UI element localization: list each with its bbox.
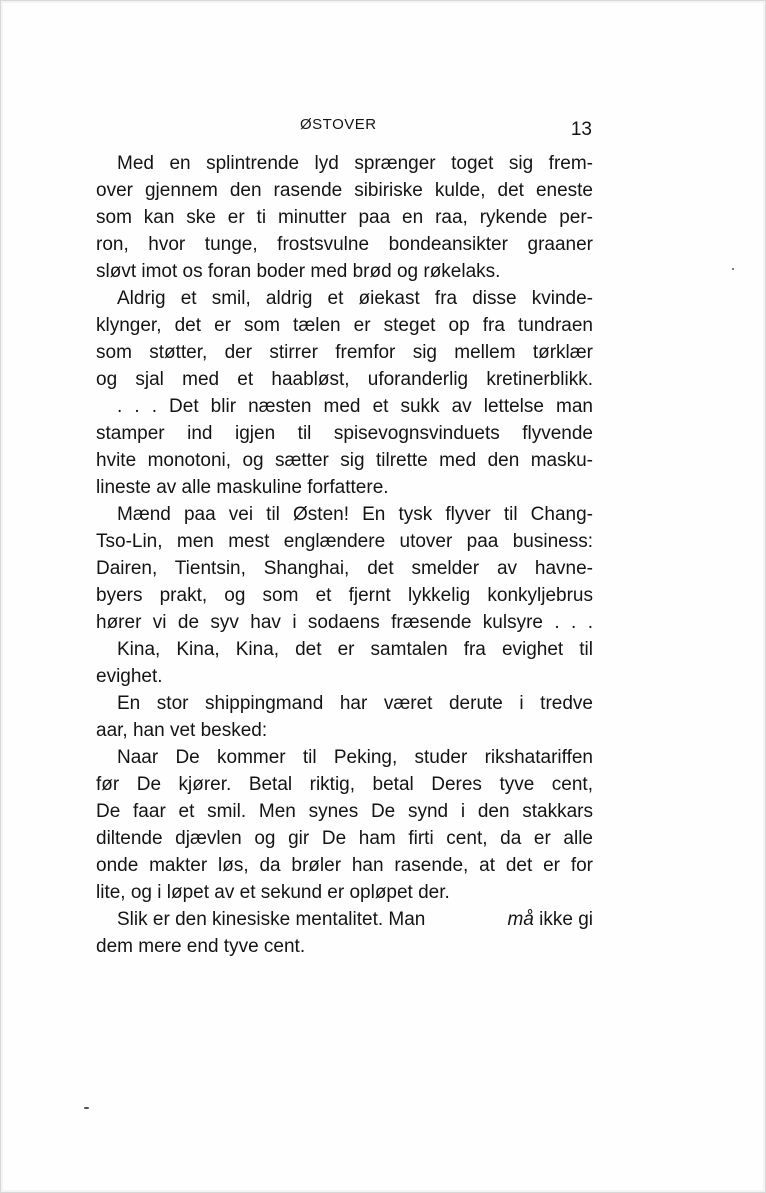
text-line: onde makter løs, da brøler han rasende, at det er for (96, 855, 593, 876)
text-line: stamper ind igjen til spisevognsvinduets flyvende (96, 423, 593, 444)
text-line: lite, og i løpet av et sekund er opløpet der. (96, 882, 450, 903)
text-line: Mænd paa vei til Østen! En tysk flyver til Chang‑ (117, 504, 593, 525)
text-line: Kina, Kina, Kina, det er samtalen fra evighet til (117, 639, 593, 660)
text-line: dem mere end tyve cent. (96, 936, 306, 957)
text-line: hvite monotoni, og sætter sig tilrette med den masku‑ (96, 450, 593, 471)
emphasis-text: må (507, 909, 534, 930)
text-line: De faar et smil. Men synes De synd i den stakkars (96, 801, 593, 822)
text-line: før De kjører. Betal riktig, betal Deres tyve cent, (96, 774, 593, 795)
text-line: ron, hvor tunge, frostsvulne bondeansikter graaner (96, 234, 593, 255)
text-line: lineste av alle maskuline forfattere. (96, 477, 389, 498)
text-line: . . . Det blir næsten med et sukk av lettelse man (117, 396, 593, 417)
text-line: klynger, det er som tælen er steget op fra tundraen (96, 315, 593, 336)
text-line: som kan ske er ti minutter paa en raa, rykende per‑ (96, 207, 593, 228)
text-line: og sjal med et haabløst, uforanderlig kretinerblikk. (96, 369, 593, 390)
stray-mark (732, 268, 734, 270)
text-segment: Slik er den kinesiske mentalitet. Man (117, 909, 426, 930)
text-line: aar, han vet besked: (96, 720, 268, 741)
text-line: diltende djævlen og gir De ham firti cent, da er alle (96, 828, 593, 849)
text-line: evighet. (96, 666, 163, 687)
text-line: Naar De kommer til Peking, studer rikshatariffen (117, 747, 593, 768)
text-line: som støtter, der stirrer fremfor sig mellem tørklær (96, 342, 593, 363)
text-line: En stor shippingmand har været derute i tredve (117, 693, 593, 714)
body-text (96, 150, 593, 960)
text-line: Med en splintrende lyd sprænger toget sig frem‑ (117, 153, 593, 174)
text-line: Aldrig et smil, aldrig et øiekast fra disse kvinde‑ (117, 288, 593, 309)
text-line: Tso‑Lin, men mest englændere utover paa business: (96, 531, 593, 552)
text-line: byers prakt, og som et fjernt lykkelig konkyljebrus (96, 585, 593, 606)
page-number: 13 (570, 119, 592, 140)
text-line: over gjennem den rasende sibiriske kulde, det eneste (96, 180, 593, 201)
text-line: sløvt imot os foran boder med brød og røkelaks. (96, 261, 501, 282)
text-line: Dairen, Tientsin, Shanghai, det smelder av havne‑ (96, 558, 593, 579)
stray-mark (84, 1107, 89, 1109)
text-line: hører vi de syv hav i sodaens fræsende kulsyre . . . (96, 612, 593, 633)
header-title: ØSTOVER (300, 116, 377, 133)
text-line (96, 906, 593, 933)
text-segment: ikke gi (533, 909, 593, 930)
running-head (0, 116, 766, 140)
